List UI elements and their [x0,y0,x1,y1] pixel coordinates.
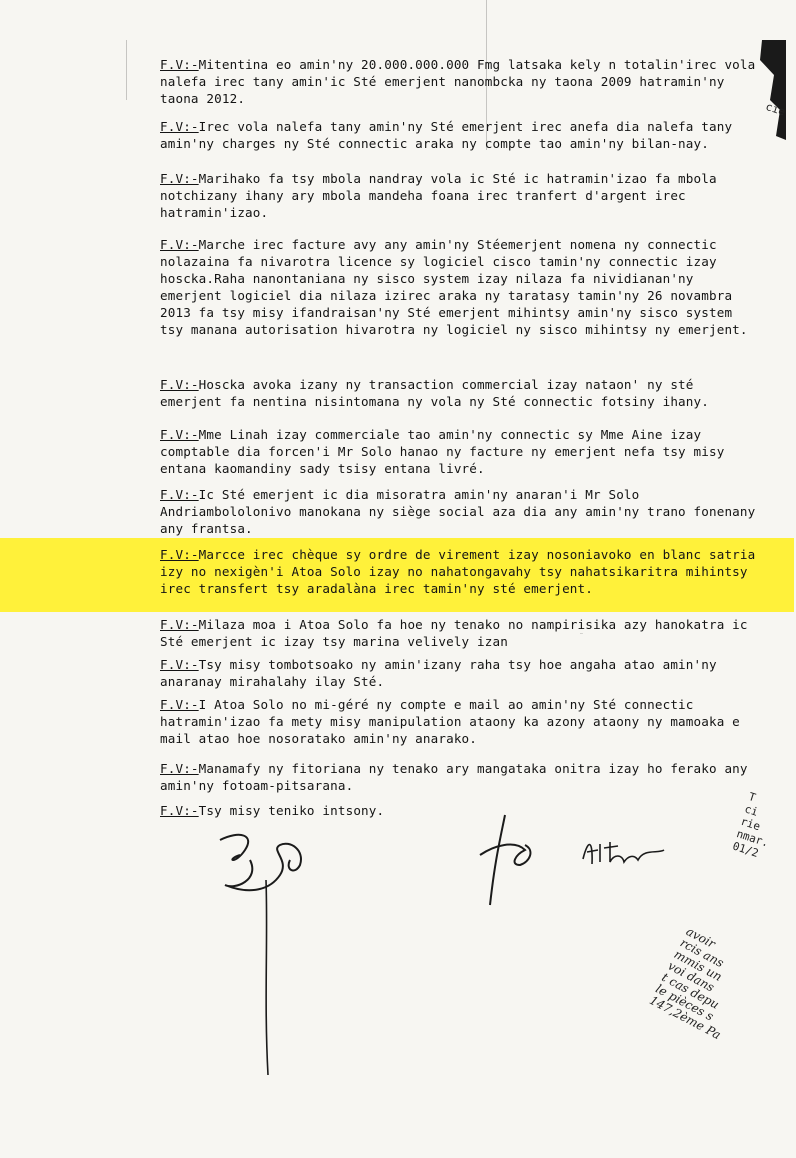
entry-text: Marcce irec chèque sy ordre de virement izay nosoniavoko en blanc satria izy no nexigèn'i Atoa Solo izay no nahatongavahy tsy nahatsikaritra mihintsy irec transfert tsy aradalàna irec tamin'ny sté emerjent. [160,547,756,596]
statement-entry [160,236,760,338]
entry-prefix: F.V:- [160,119,199,134]
statement-entry [160,802,760,819]
rotated-stamp-text: avoir rcis ans mmis un voi dans t cas depu le pièces s 147,2ème Pa [647,924,727,1043]
entry-prefix: F.V:- [160,657,199,672]
statement-entry [160,376,760,410]
signature-1-stem [258,880,278,1080]
margin-annotation-top: cie [764,100,788,119]
entry-prefix: F.V:- [160,171,199,186]
entry-text: Mitentina eo amin'ny 20.000.000.000 Fmg latsaka kely n totalin'irec vola nalefa irec tany amin'ic Sté emerjent nanombcka ny taona 2009 hatramin'ny taona 2012. [160,57,756,106]
signature-3 [578,634,668,874]
entry-text: Mme Linah izay commerciale tao amin'ny connectic sy Mme Aine izay comptable dia forcen'i Mr Solo hanao ny facture ny emerjent nefa tsy misy entana kaomandiny sady tsisy entana livré. [160,427,725,476]
entry-text: Ic Sté emerjent ic dia misoratra amin'ny anaran'i Mr Solo Andriambololonivo manokana ny siège social aza dia any amin'ny trano fonenany any frantsa. [160,487,756,536]
margin-annotation-mid: T ci rie nmar. 01/2 [730,790,771,861]
entry-text: Manamafy ny fitoriana ny tenako ary mangataka onitra izay ho ferako any amin'ny fotoam-pitsarana. [160,761,748,793]
entry-text: Irec vola nalefa tany amin'ny Sté emerjent irec anefa dia nalefa tany amin'ny charges ny Sté connectic araka ny compte tao amin'ny bilan-nay. [160,119,733,151]
statement-entry [160,656,760,690]
entry-text: I Atoa Solo no mi-géré ny compte e mail ao amin'ny Sté connectic hatramin'izao fa mety misy manipulation ataony ka azony ataony ny mamoaka e mail atao hoe nosoratako amin'ny anarako. [160,697,740,746]
statement-entry [160,170,760,221]
scan-fold-line [126,40,127,100]
statement-entry [160,56,760,107]
entry-text: Tsy misy tombotsoako ny amin'izany raha tsy hoe angaha atao amin'ny anaranay mirahalahy ilay Sté. [160,657,717,689]
entry-prefix: F.V:- [160,547,199,562]
statement-entry-highlighted [160,546,760,597]
statement-entry [160,616,760,650]
entry-prefix: F.V:- [160,237,199,252]
entry-prefix: F.V:- [160,697,199,712]
signature-2 [470,810,540,910]
statement-entry [160,486,760,537]
entry-prefix: F.V:- [160,803,199,818]
entry-prefix: F.V:- [160,487,199,502]
entry-text: Marche irec facture avy any amin'ny Stéemerjent nomena ny connectic nolazaina fa nivarotra licence sy logiciel cisco tamin'ny connectic izay hoscka.Raha nanontaniana ny sisco system izay nilaza fa nividianan'ny emerjent logiciel dia nilaza izirec araka ny taratasy tamin'ny 26 novambra 2013 fa tsy misy ifandraisan'ny Sté emerjent mihintsy amin'ny sisco system tsy manana autorisation hivarotra ny logiciel ny sisco mihintsy ny emerjent. [160,237,748,337]
entry-prefix: F.V:- [160,57,199,72]
entry-text: Tsy misy teniko intsony. [198,803,385,818]
signature-3-label: Hitur [580,634,584,635]
entry-prefix: F.V:- [160,377,199,392]
entry-prefix: F.V:- [160,617,199,632]
statement-entry [160,760,760,794]
entry-prefix: F.V:- [160,761,199,776]
entry-prefix: F.V:- [160,427,199,442]
statement-entry [160,426,760,477]
entry-text: Hoscka avoka izany ny transaction commercial izay nataon' ny sté emerjent fa nentina nisintomana ny vola ny Sté connectic fotsiny ihany. [160,377,709,409]
entry-text: Milaza moa i Atoa Solo fa hoe ny tenako no nampirisika azy hanokatra ic Sté emerjent ic izay tsy marina velively izan [160,617,748,649]
statement-entry [160,696,760,747]
statement-entry [160,118,760,152]
entry-text: Marihako fa tsy mbola nandray vola ic Sté ic hatramin'izao fa mbola notchizany ihany ary mbola mandeha foana irec tranfert d'argent irec hatramin'izao. [160,171,717,220]
